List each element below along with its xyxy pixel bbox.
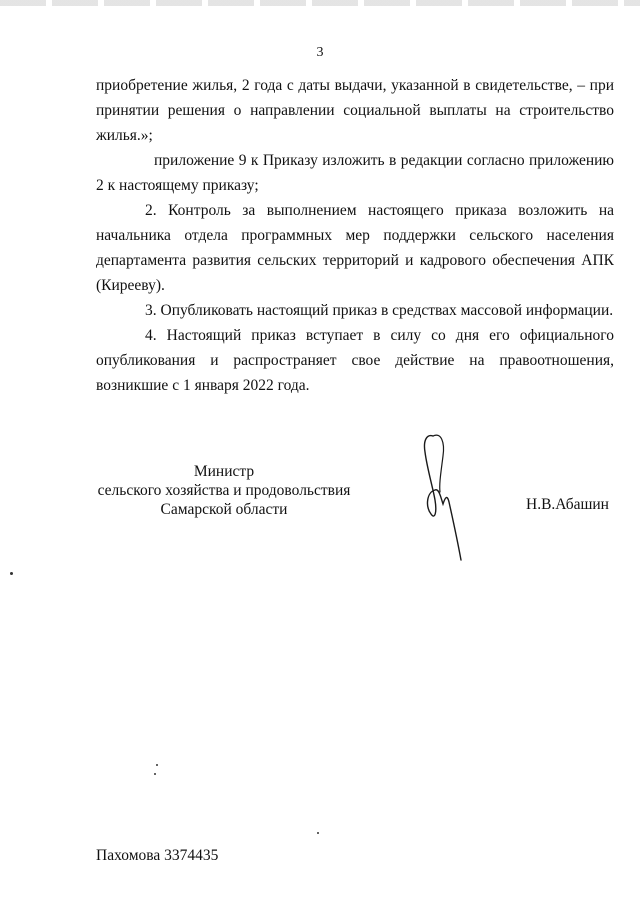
scan-speck [154, 773, 156, 775]
scan-speck [156, 764, 158, 766]
paragraph-appendix-9: приложение 9 к Приказу изложить в редакции согласно приложению 2 к настоящему приказу; [96, 152, 614, 194]
position-region: Самарской области [160, 501, 288, 518]
position-ministry: сельского хозяйства и продовольствия [97, 482, 351, 499]
handwritten-signature [413, 428, 473, 568]
paragraph-item-3: 3. Опубликовать настоящий приказ в средствах массовой информации. [145, 302, 614, 319]
scan-edge-artifact [0, 0, 640, 6]
page-number: 3 [316, 45, 324, 60]
scan-speck [10, 572, 13, 575]
position-title: Министр [193, 463, 255, 480]
executor-contact: Пахомова 3374435 [96, 847, 219, 864]
paragraph-item-4: 4. Настоящий приказ вступает в силу со дня его официального опубликования и распространяет свое действие на правоотношения, возникшие с 1 января 2022 года. [96, 327, 614, 394]
scan-speck [317, 832, 319, 834]
signatory-position [86, 462, 362, 519]
document-body [96, 73, 614, 398]
signer-name: Н.В.Абашин [526, 496, 609, 513]
paragraph-continuation: приобретение жилья, 2 года с даты выдачи, указанной в свидетельстве, – при принятии решения о направлении социальной выплаты на строительство жилья.»; [96, 77, 614, 144]
paragraph-item-2: 2. Контроль за выполнением настоящего приказа возложить на начальника отдела программных мер поддержки сельского населения департамента развития сельских территорий и кадрового обеспечения АПК (Кирееву). [96, 202, 614, 294]
